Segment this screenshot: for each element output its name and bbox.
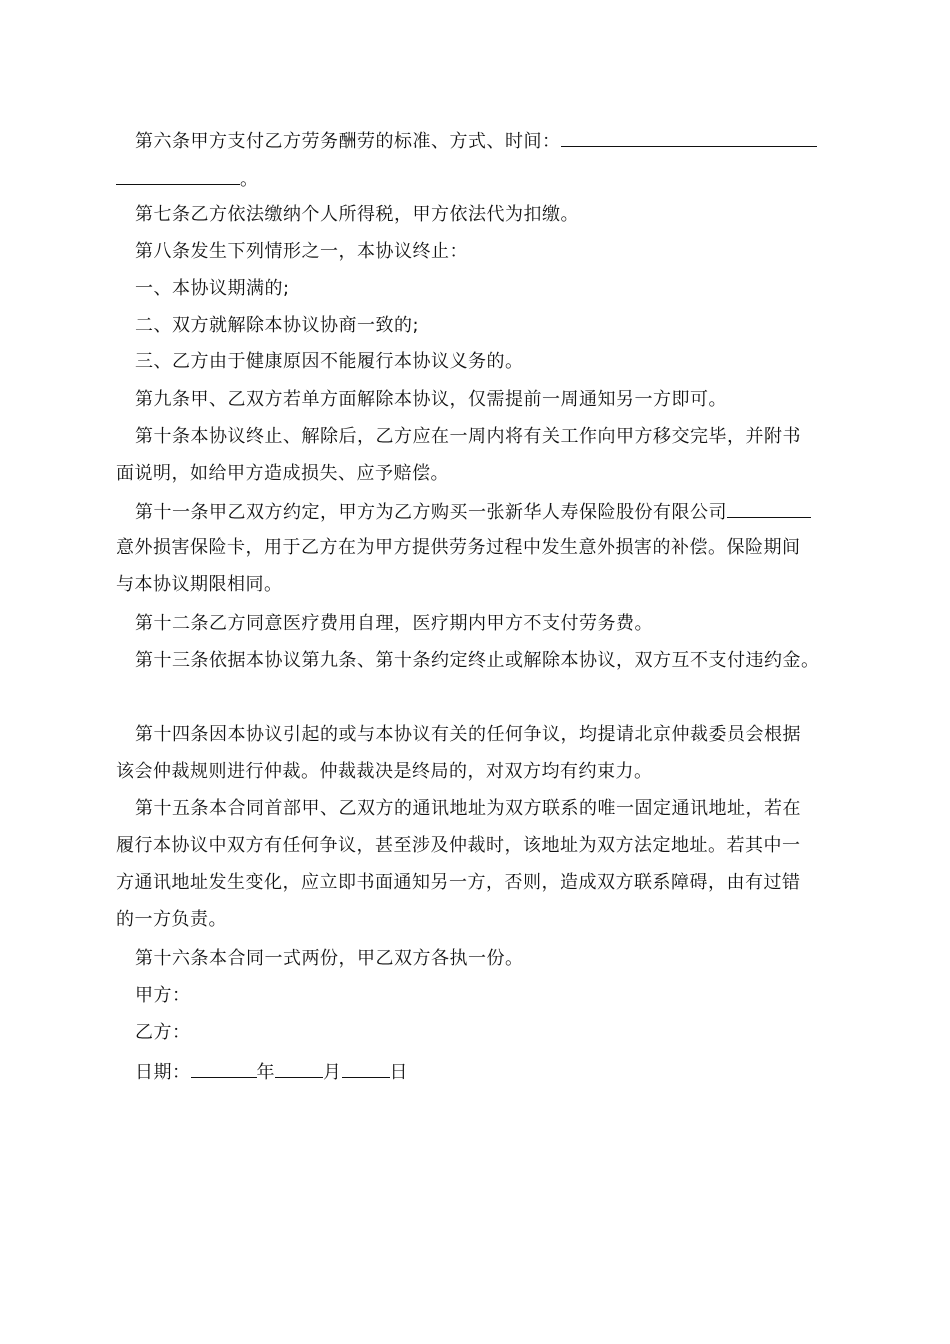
- article-8-item-3: 三、乙方由于健康原因不能履行本协议义务的。: [135, 351, 524, 372]
- article-7: 第七条乙方依法缴纳个人所得税，甲方依法代为扣缴。: [135, 204, 579, 225]
- article-9: 第九条甲、乙双方若单方面解除本协议，仅需提前一周通知另一方即可。: [135, 389, 727, 410]
- blank-line: [116, 166, 240, 185]
- date-line: [116, 1059, 865, 1085]
- article-8-item-1: 一、本协议期满的;: [135, 278, 290, 299]
- article-10-line-2: 面说明，如给甲方造成损失、应予赔偿。: [116, 463, 449, 484]
- day-blank: [342, 1059, 390, 1078]
- year-blank: [191, 1059, 257, 1078]
- article-6-tail: 。: [240, 169, 259, 190]
- article-11-line-3: 与本协议期限相同。: [116, 574, 283, 595]
- year-label: 年: [256, 1062, 275, 1083]
- article-15-line-1: 第十五条本合同首部甲、乙双方的通讯地址为双方联系的唯一固定通讯地址，若在: [135, 798, 801, 819]
- article-10-line-1: 第十条本协议终止、解除后，乙方应在一周内将有关工作向甲方移交完毕，并附书: [135, 426, 801, 447]
- day-label: 日: [389, 1062, 408, 1083]
- article-11-text: 第十一条甲乙双方约定，甲方为乙方购买一张新华人寿保险股份有限公司: [135, 502, 727, 523]
- article-13: 第十三条依据本协议第九条、第十条约定终止或解除本协议，双方互不支付违约金。: [135, 650, 820, 671]
- article-6-continuation: [116, 166, 846, 192]
- article-15-line-2: 履行本协议中双方有任何争议，甚至涉及仲裁时，该地址为双方法定地址。若其中一: [116, 835, 801, 856]
- article-14-line-2: 该会仲裁规则进行仲裁。仲裁裁决是终局的，对双方均有约束力。: [116, 761, 653, 782]
- article-15-line-3: 方通讯地址发生变化，应立即书面通知另一方，否则，造成双方联系障碍，由有过错: [116, 872, 801, 893]
- article-8-item-2: 二、双方就解除本协议协商一致的;: [135, 315, 420, 336]
- article-11-line-1: [116, 499, 865, 525]
- article-12: 第十二条乙方同意医疗费用自理，医疗期内甲方不支付劳务费。: [135, 613, 653, 634]
- party-b-label: 乙方：: [135, 1022, 191, 1043]
- blank-line: [561, 128, 817, 147]
- date-label: 日期：: [135, 1062, 191, 1083]
- month-label: 月: [323, 1062, 342, 1083]
- article-11-line-2: 意外损害保险卡，用于乙方在为甲方提供劳务过程中发生意外损害的补偿。保险期间: [116, 537, 801, 558]
- article-16: 第十六条本合同一式两份，甲乙双方各执一份。: [135, 948, 524, 969]
- month-blank: [275, 1059, 323, 1078]
- party-a-label: 甲方：: [135, 985, 191, 1006]
- article-15-line-4: 的一方负责。: [116, 909, 227, 930]
- article-8: 第八条发生下列情形之一，本协议终止：: [135, 241, 468, 262]
- blank-line: [727, 499, 811, 518]
- article-6: [116, 128, 865, 154]
- article-14-line-1: 第十四条因本协议引起的或与本协议有关的任何争议，均提请北京仲裁委员会根据: [135, 724, 801, 745]
- article-6-text: 第六条甲方支付乙方劳务酬劳的标准、方式、时间：: [135, 131, 561, 152]
